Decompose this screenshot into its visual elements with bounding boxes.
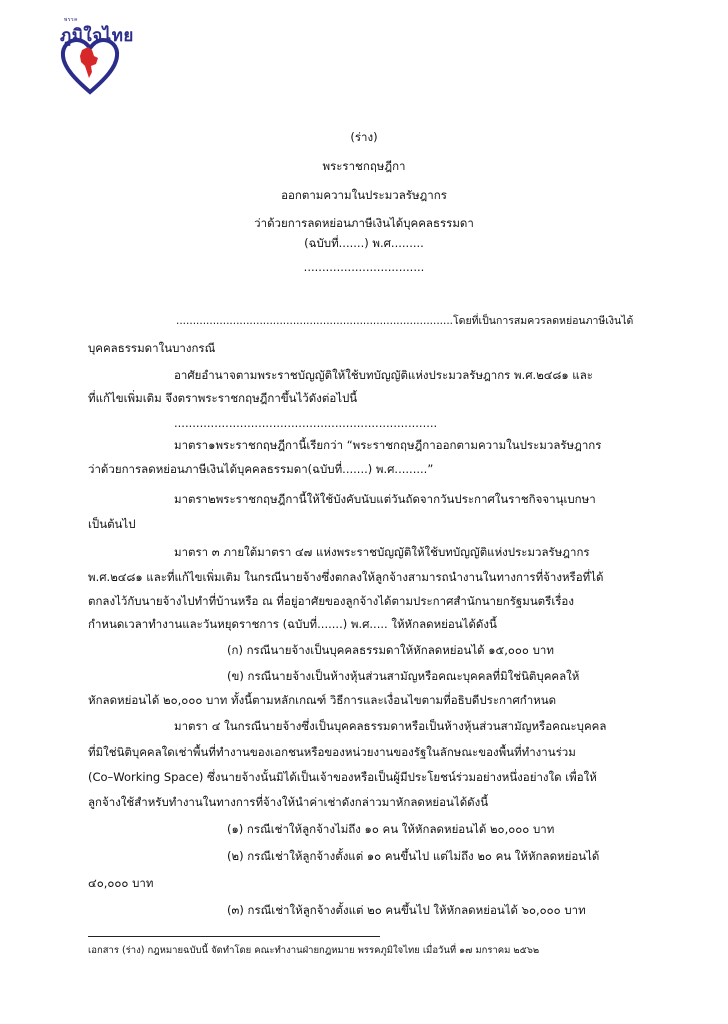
section-1: มาตรา๑พระราชกฤษฎีกานี้เรียกว่า “พระราชกฤษฎีกาออกตามความในประมวลรัษฎากร — [174, 438, 602, 452]
authority-line: ที่แก้ไขเพิ่มเติม จึงตราพระราชกฤษฎีกาขึ้นไว้ดังต่อไปนี้ — [88, 391, 358, 405]
section-4: มาตรา ๔ ในกรณีนายจ้างซึ่งเป็นบุคคลธรรมดาหรือเป็นห้างหุ้นส่วนสามัญหรือคณะบุคคล — [174, 719, 607, 733]
heart-map-icon — [54, 6, 126, 96]
logo-small-text: พรรค — [64, 17, 79, 23]
decree-type: พระราชกฤษฎีกา — [322, 159, 406, 173]
footnote-rule — [88, 936, 380, 937]
section-3: มาตรา ๓ ภายใต้มาตรา ๔๗ แห่งพระราชบัญญัติให้ใช้บทบัญญัติแห่งประมวลรัษฎากร — [174, 545, 590, 559]
clause-ka: (ก) กรณีนายจ้างเป็นบุคคลธรรมดาให้หักลดหย่อนได้ ๑๕,๐๐๐ บาท — [227, 643, 554, 657]
preamble-line: บุคคลธรรมดาในบางกรณี — [88, 341, 216, 355]
section-2: มาตรา๒พระราชกฤษฎีกานี้ให้ใช้บังคับนับแต่วันถัดจากวันประกาศในราชกิจจานุเบกษา — [174, 492, 596, 506]
footnote: เอกสาร (ร่าง) กฎหมายฉบับนี้ จัดทำโดย คณะทำงานฝ่ายกฎหมาย พรรคภูมิใจไทย เมื่อวันที่ ๑๗ มกราคม ๒๕๖๒ — [88, 945, 540, 956]
section-4: (Co–Working Space) ซึ่งนายจ้างนั้นมิได้เป็นเจ้าของหรือเป็นผู้มีประโยชน์ร่วมอย่างหนึ่งอย่างใด เพื่อให้ — [88, 770, 597, 784]
section-3: ตกลงไว้กับนายจ้างไปทำที่บ้านหรือ ณ ที่อยู่อาศัยของลูกจ้างได้ตามประกาศสำนักนายกรัฐมนตรีเรื่อง — [88, 594, 574, 608]
clause-2: (๒) กรณีเช่าให้ลูกจ้างตั้งแต่ ๑๐ คนขึ้นไป แต่ไม่ถึง ๒๐ คน ให้หักลดหย่อนได้ — [227, 849, 600, 863]
body-dots: ........................................................................ — [174, 416, 438, 430]
authority-line: อาศัยอำนาจตามพระราชบัญญัติให้ใช้บทบัญญัติแห่งประมวลรัษฎากร พ.ศ.๒๔๘๑ และ — [174, 368, 593, 382]
issued-under: ออกตามความในประมวลรัษฎากร — [281, 188, 447, 202]
draft-label: (ร่าง) — [350, 130, 378, 144]
decree-subject: ว่าด้วยการลดหย่อนภาษีเงินได้บุคคลธรรมดา — [254, 216, 474, 230]
preamble-line: ...................................................................................โดยที่เป็นการสมควรลดหย่อนภาษีเงินได้ — [176, 315, 634, 327]
clause-kho: (ข) กรณีนายจ้างเป็นห้างหุ้นส่วนสามัญหรือคณะบุคคลที่มิใช่นิติบุคคลให้ — [227, 669, 580, 683]
logo-wordmark: ภูมิใจไทย — [60, 26, 134, 46]
section-3: กำหนดเวลาทำงานและวันหยุดราชการ (ฉบับที่.......) พ.ศ..... ให้หักลดหย่อนได้ดังนี้ — [88, 617, 497, 631]
title-dots: ................................. — [303, 260, 425, 274]
decree-number: (ฉบับที่.......) พ.ศ......... — [304, 236, 424, 250]
clause-3: (๓) กรณีเช่าให้ลูกจ้างตั้งแต่ ๒๐ คนขึ้นไป ให้หักลดหย่อนได้ ๖๐,๐๐๐ บาท — [227, 903, 586, 917]
section-1: ว่าด้วยการลดหย่อนภาษีเงินได้บุคคลธรรมดา(ฉบับที่.......) พ.ศ.........” — [88, 462, 434, 476]
clause-kho: หักลดหย่อนได้ ๒๐,๐๐๐ บาท ทั้งนี้ตามหลักเกณฑ์ วิธีการและเงื่อนไขตามที่อธิบดีประกาศกำหนด — [88, 693, 557, 707]
section-2: เป็นต้นไป — [88, 517, 136, 531]
clause-1: (๑) กรณีเช่าให้ลูกจ้างไม่ถึง ๑๐ คน ให้หักลดหย่อนได้ ๒๐,๐๐๐ บาท — [227, 822, 555, 836]
section-4: ที่มิใช่นิติบุคคลใดเช่าพื้นที่ทำงานของเอกชนหรือของหน่วยงานของรัฐในลักษณะของพื้นที่ทำงานร่วม — [88, 745, 576, 759]
section-3: พ.ศ.๒๔๘๑ และที่แก้ไขเพิ่มเติม ในกรณีนายจ้างซึ่งตกลงให้ลูกจ้างสามารถนำงานในทางการที่จ้างหรือที่ได้ — [88, 570, 604, 584]
section-4: ลูกจ้างใช้สำหรับทำงานในทางการที่จ้างให้นำค่าเช่าดังกล่าวมาหักลดหย่อนได้ดังนี้ — [88, 795, 489, 809]
clause-2: ๔๐,๐๐๐ บาท — [88, 876, 154, 890]
